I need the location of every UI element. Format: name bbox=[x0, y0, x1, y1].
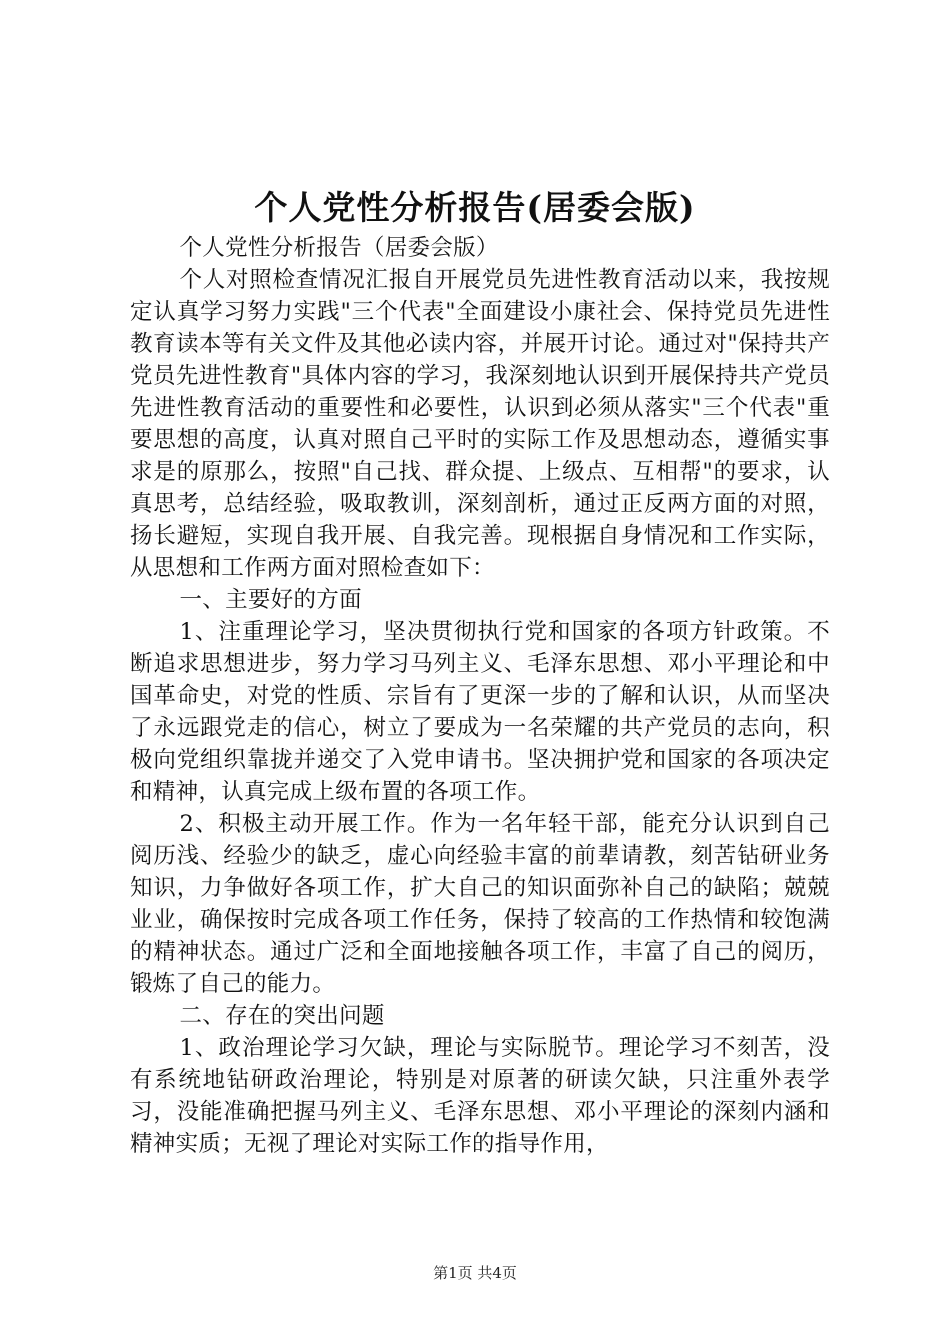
strength-paragraph-2: 2、积极主动开展工作。作为一名年轻干部，能充分认识到自己阅历浅、经验少的缺乏，虚心向经验丰富的前辈请教，刻苦钻研业务知识，力争做好各项工作，扩大自己的知识面弥补自己的缺陷；兢兢业业，确保按时完成各项工作任务，保持了较高的工作热情和较饱满的精神状态。通过广泛和全面地接触各项工作，丰富了自己的阅历，锻炼了自己的能力。 bbox=[130, 811, 830, 997]
problem-paragraph-1: 1、政治理论学习欠缺，理论与实际脱节。理论学习不刻苦，没有系统地钻研政治理论，特别是对原著的研读欠缺，只注重外表学习，没能准确把握马列主义、毛泽东思想、邓小平理论的深刻内涵和精神实质；无视了理论对实际工作的指导作用， bbox=[130, 1035, 830, 1157]
subtitle-paragraph: 个人党性分析报告（居委会版） bbox=[179, 235, 499, 261]
page-footer: 第1页 共4页 bbox=[433, 1264, 517, 1282]
document-title: 个人党性分析报告(居委会版) bbox=[254, 188, 696, 227]
intro-paragraph: 个人对照检查情况汇报自开展党员先进性教育活动以来，我按规定认真学习努力实践"三个代表"全面建设小康社会、保持党员先进性教育读本等有关文件及其他必读内容，并展开讨论。通过对"保持共产党员先进性教育"具体内容的学习，我深刻地认识到开展保持共产党员先进性教育活动的重要性和必要性，认识到必须从落实"三个代表"重要思想的高度，认真对照自己平时的实际工作及思想动态，遵循实事求是的原那么，按照"自己找、群众提、上级点、互相帮"的要求，认真思考，总结经验，吸取教训，深刻剖析，通过正反两方面的对照，扬长避短，实现自我开展、自我完善。现根据自身情况和工作实际，从思想和工作两方面对照检查如下： bbox=[130, 267, 830, 581]
strength-paragraph-1: 1、注重理论学习，坚决贯彻执行党和国家的各项方针政策。不断追求思想进步，努力学习马列主义、毛泽东思想、邓小平理论和中国革命史，对党的性质、宗旨有了更深一步的了解和认识，从而坚决了永远跟党走的信心，树立了要成为一名荣耀的共产党员的志向，积极向党组织靠拢并递交了入党申请书。坚决拥护党和国家的各项决定和精神，认真完成上级布置的各项工作。 bbox=[130, 619, 830, 805]
section-heading-strengths: 一、主要好的方面 bbox=[179, 587, 362, 613]
section-heading-problems: 二、存在的突出问题 bbox=[179, 1003, 385, 1029]
document-body bbox=[130, 232, 830, 1160]
